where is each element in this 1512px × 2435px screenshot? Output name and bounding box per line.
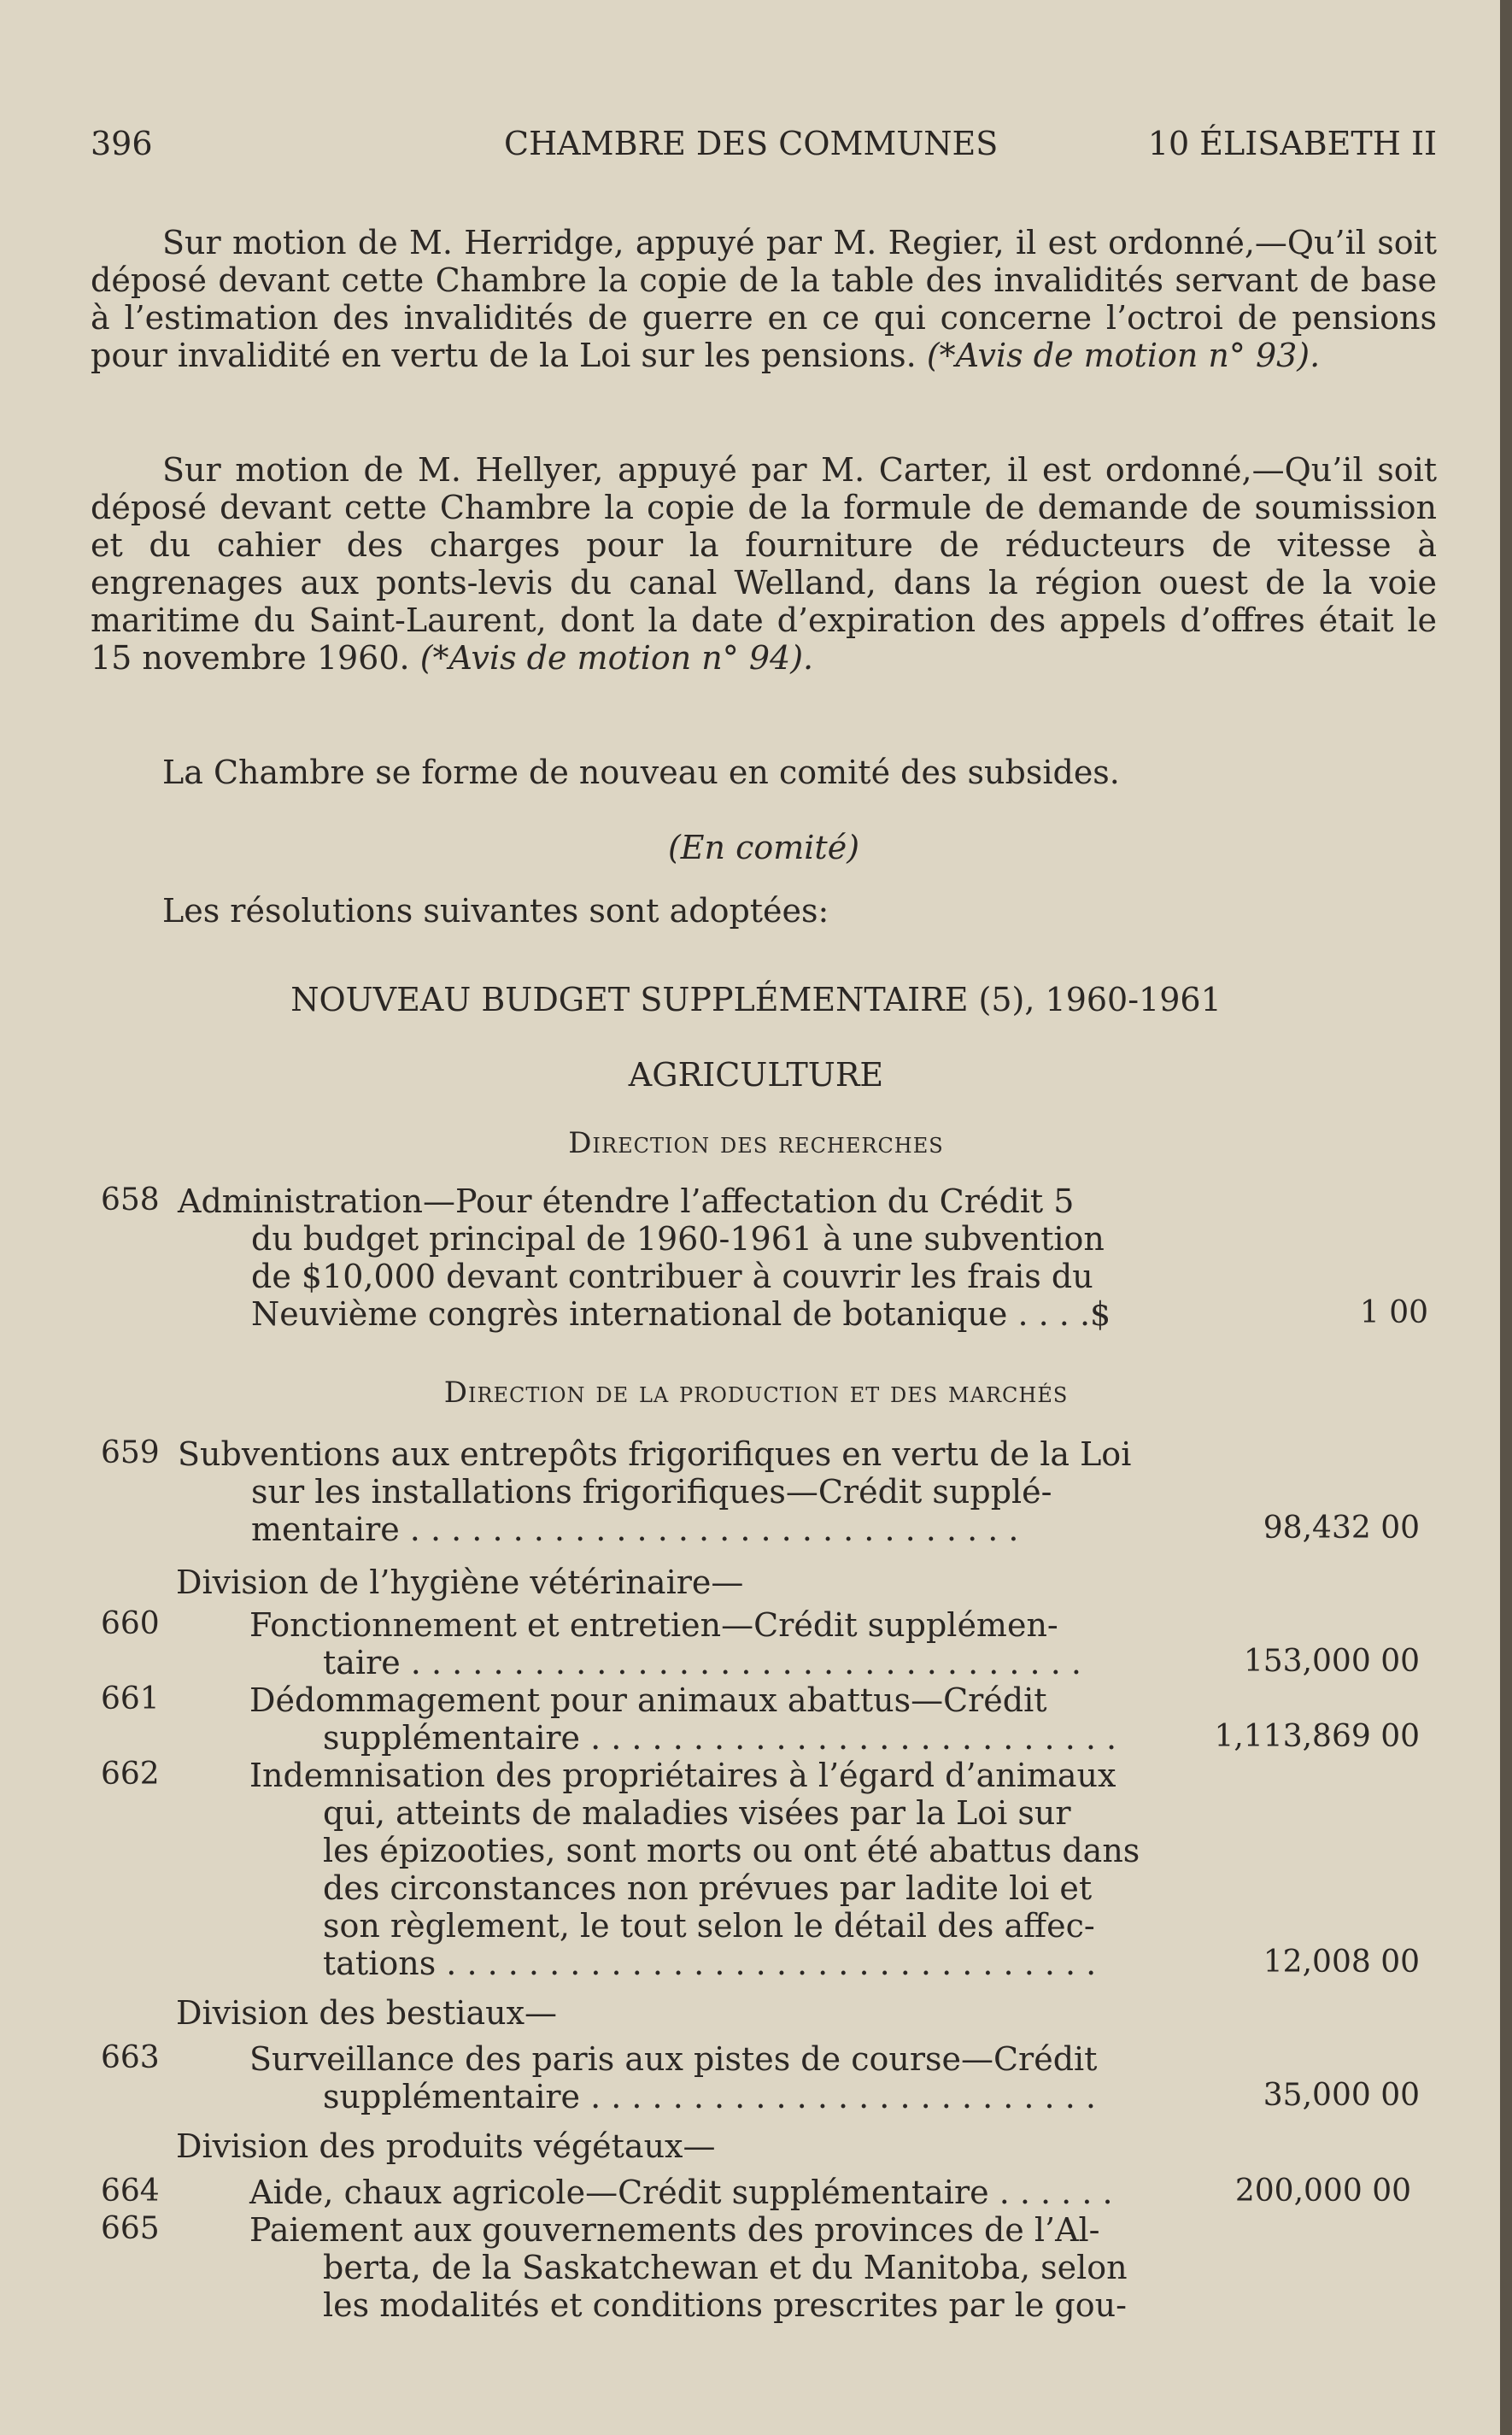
vote-number: 660	[101, 1606, 160, 1641]
motion-notice: (*Avis de motion n° 94).	[419, 639, 814, 677]
section-heading-research: Direction des recherches	[568, 1126, 944, 1160]
vote-number: 663	[101, 2040, 160, 2075]
vote-amount: 1 00	[1359, 1295, 1428, 1330]
vote-line: Paiement aux gouvernements des provinces de l’Al-	[249, 2211, 1100, 2249]
vote-number: 658	[101, 1182, 160, 1218]
resolutions-line: Les résolutions suivantes sont adoptées:	[162, 892, 829, 930]
budget-title: NOUVEAU BUDGET SUPPLÉMENTAIRE (5), 1960-1961	[290, 981, 1222, 1018]
vote-line: Neuvième congrès international de botanique . . . .$	[251, 1295, 1111, 1333]
vote-number: 662	[101, 1757, 160, 1792]
vote-line: les modalités et conditions prescrites par le gou-	[323, 2286, 1127, 2324]
header-title: CHAMBRE DES COMMUNES	[504, 125, 999, 162]
vote-number: 661	[101, 1681, 160, 1716]
division-heading-veterinary: Division de l’hygiène vétérinaire—	[176, 1564, 744, 1601]
division-heading-plants: Division des produits végétaux—	[176, 2127, 716, 2165]
motion-text: Sur motion de M. Hellyer, appuyé par M. Carter, il est ordonné,—Qu’il soit déposé devant cette Chambre la copie de la formule de demande de soumission et du cahier des charges pour la fourniture de réducteurs de vitesse à engrenages aux ponts-levis du canal Welland, dans la région ouest de la voie maritime du Saint-Laurent, dont la date d’expiration des appels d’offres était le 15 novembre 1960.	[91, 451, 1437, 677]
vote-amount: 200,000 00	[1234, 2174, 1411, 2209]
vote-line: taire . . . . . . . . . . . . . . . . . . . . . . . . . . . . . . . . .	[323, 1644, 1081, 1681]
vote-line: Fonctionnement et entretien—Crédit supplémen-	[249, 1606, 1058, 1644]
page-number: 396	[91, 125, 153, 162]
department-heading: AGRICULTURE	[628, 1056, 884, 1094]
vote-amount: 35,000 00	[1263, 2078, 1420, 2113]
committee-line: La Chambre se forme de nouveau en comité des subsides.	[162, 754, 1120, 791]
vote-line: sur les installations frigorifiques—Crédit supplé-	[251, 1473, 1052, 1511]
vote-number: 659	[101, 1435, 160, 1470]
motion-paragraph-94	[91, 451, 1437, 677]
vote-line: berta, de la Saskatchewan et du Manitoba, selon	[323, 2249, 1128, 2286]
committee-note: (En comité)	[667, 829, 860, 866]
vote-line: mentaire . . . . . . . . . . . . . . . . . . . . . . . . . . . . . .	[251, 1511, 1019, 1548]
vote-line: tations . . . . . . . . . . . . . . . . . . . . . . . . . . . . . . . .	[323, 1945, 1097, 1982]
division-heading-livestock: Division des bestiaux—	[176, 1994, 558, 2032]
vote-line: des circonstances non prévues par ladite loi et	[323, 1869, 1093, 1907]
vote-line: qui, atteints de maladies visées par la Loi sur	[323, 1794, 1071, 1832]
vote-line: du budget principal de 1960-1961 à une subvention	[251, 1220, 1105, 1258]
motion-notice: (*Avis de motion n° 93).	[926, 337, 1321, 374]
vote-line: Surveillance des paris aux pistes de course—Crédit	[249, 2040, 1098, 2078]
motion-paragraph-93	[91, 224, 1437, 374]
motion-text: Sur motion de M. Herridge, appuyé par M. Regier, il est ordonné,—Qu’il soit déposé devant cette Chambre la copie de la table des invalidités servant de base à l’estimation des invalidités de guerre en ce qui concerne l’octroi de pensions pour invalidité en vertu de la Loi sur les pensions.	[91, 224, 1437, 374]
vote-line: de $10,000 devant contribuer à couvrir les frais du	[251, 1258, 1093, 1295]
vote-number: 665	[101, 2211, 160, 2246]
vote-amount: 12,008 00	[1263, 1945, 1420, 1980]
vote-line: les épizooties, sont morts ou ont été abattus dans	[323, 1832, 1140, 1869]
vote-line: Aide, chaux agricole—Crédit supplémentaire . . . . . .	[249, 2174, 1113, 2211]
running-header	[91, 125, 1437, 167]
vote-line: supplémentaire . . . . . . . . . . . . . . . . . . . . . . . . . .	[323, 1719, 1117, 1757]
vote-line: Subventions aux entrepôts frigorifiques en vertu de la Loi	[178, 1435, 1132, 1473]
vote-line: son règlement, le tout selon le détail des affec-	[323, 1907, 1095, 1945]
header-regnal-year: 10 ÉLISABETH II	[1147, 125, 1437, 162]
vote-line: Indemnisation des propriétaires à l’égard d’animaux	[249, 1757, 1116, 1794]
vote-number: 664	[101, 2174, 160, 2209]
vote-line: supplémentaire . . . . . . . . . . . . . . . . . . . . . . . . .	[323, 2078, 1096, 2115]
vote-line: Administration—Pour étendre l’affectation du Crédit 5	[178, 1182, 1075, 1220]
vote-amount: 1,113,869 00	[1214, 1719, 1420, 1754]
page-edge-shadow	[1500, 0, 1512, 2435]
vote-amount: 153,000 00	[1243, 1644, 1420, 1679]
section-heading-production: Direction de la production et des marchés	[443, 1376, 1069, 1410]
vote-line: Dédommagement pour animaux abattus—Crédit	[249, 1681, 1047, 1719]
vote-amount: 98,432 00	[1263, 1511, 1420, 1546]
